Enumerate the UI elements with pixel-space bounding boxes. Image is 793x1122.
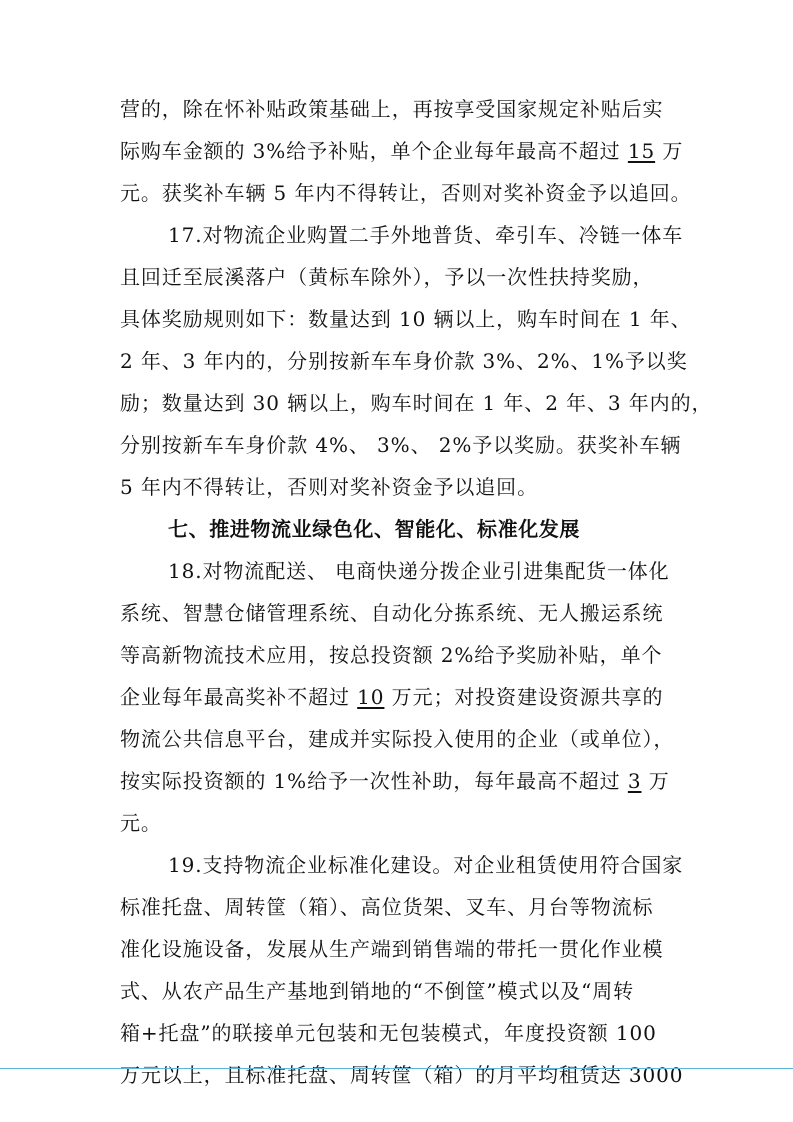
- paragraph-line: 系统、智慧仓储管理系统、自动化分拣系统、无人搬运系统: [120, 601, 664, 625]
- paragraph-line: 且回迁至辰溪落户（黄标车除外），予以一次性扶持奖励，: [120, 265, 654, 289]
- paragraph-line: 万元以上，且标准托盘、周转筐（箱）的月平均租赁达 3000: [120, 1063, 684, 1087]
- paragraph-line: 标准托盘、周转筐（箱）、高位货架、叉车、月台等物流标: [120, 895, 654, 919]
- line-text: 企业每年最高奖补不超过: [120, 685, 358, 709]
- clause-17-first-line: 17.对物流企业购置二手外地普货、牵引车、冷链一体车: [168, 223, 684, 247]
- underlined-amount: 3: [627, 769, 642, 793]
- paragraph-line: 元。: [120, 811, 162, 835]
- line-text: 万: [655, 139, 684, 163]
- bottom-rule: [0, 1068, 793, 1069]
- section-heading: 七、推进物流业绿色化、智能化、标准化发展: [168, 517, 580, 541]
- paragraph-line: 5 年内不得转让，否则对奖补资金予以追回。: [120, 475, 538, 499]
- paragraph-line: 等高新物流技术应用，按总投资额 2%给予奖励补贴，单个: [120, 643, 663, 667]
- paragraph-line: 物流公共信息平台，建成并实际投入使用的企业（或单位），: [120, 727, 675, 751]
- paragraph-line: [120, 134, 684, 168]
- underlined-amount: 10: [357, 685, 385, 709]
- line-text: 按实际投资额的 1%给予一次性补助，每年最高不超过: [120, 769, 628, 793]
- underlined-amount: 15: [627, 139, 656, 163]
- paragraph-line: 分别按新车车身价款 4%、 3%、 2%予以奖励。获奖补车辆: [120, 433, 682, 457]
- paragraph-line: 营的，除在怀补贴政策基础上，再按享受国家规定补贴后实: [120, 97, 664, 121]
- line-text: 际购车金额的 3%给予补贴，单个企业每年最高不超过: [120, 139, 628, 163]
- paragraph-line: 准化设施设备，发展从生产端到销售端的带托一贯化作业模: [120, 937, 664, 961]
- paragraph-line: 式、从农产品生产基地到销地的“不倒筐”模式以及“周转: [120, 979, 635, 1003]
- line-text: 万: [641, 769, 670, 793]
- line-text: 万元；对投资建设资源共享的: [384, 685, 664, 709]
- paragraph-line: 具体奖励规则如下：数量达到 10 辆以上，购车时间在 1 年、: [120, 307, 692, 331]
- paragraph-line: 元。获奖补车辆 5 年内不得转让，否则对奖补资金予以追回。: [120, 181, 692, 205]
- paragraph-line: [120, 680, 680, 714]
- paragraph-line: 2 年、3 年内的，分别按新车车身价款 3%、2%、1%予以奖: [120, 349, 688, 373]
- paragraph-line: [120, 764, 680, 798]
- clause-19-first-line: 19.支持物流企业标准化建设。对企业租赁使用符合国家: [168, 853, 684, 877]
- clause-18-first-line: 18.对物流配送、 电商快递分拨企业引进集配货一体化: [168, 559, 670, 583]
- paragraph-line: 励；数量达到 30 辆以上，购车时间在 1 年、2 年、3 年内的，: [120, 391, 713, 415]
- paragraph-line: 箱+托盘”的联接单元包装和无包装模式，年度投资额 100: [120, 1021, 657, 1045]
